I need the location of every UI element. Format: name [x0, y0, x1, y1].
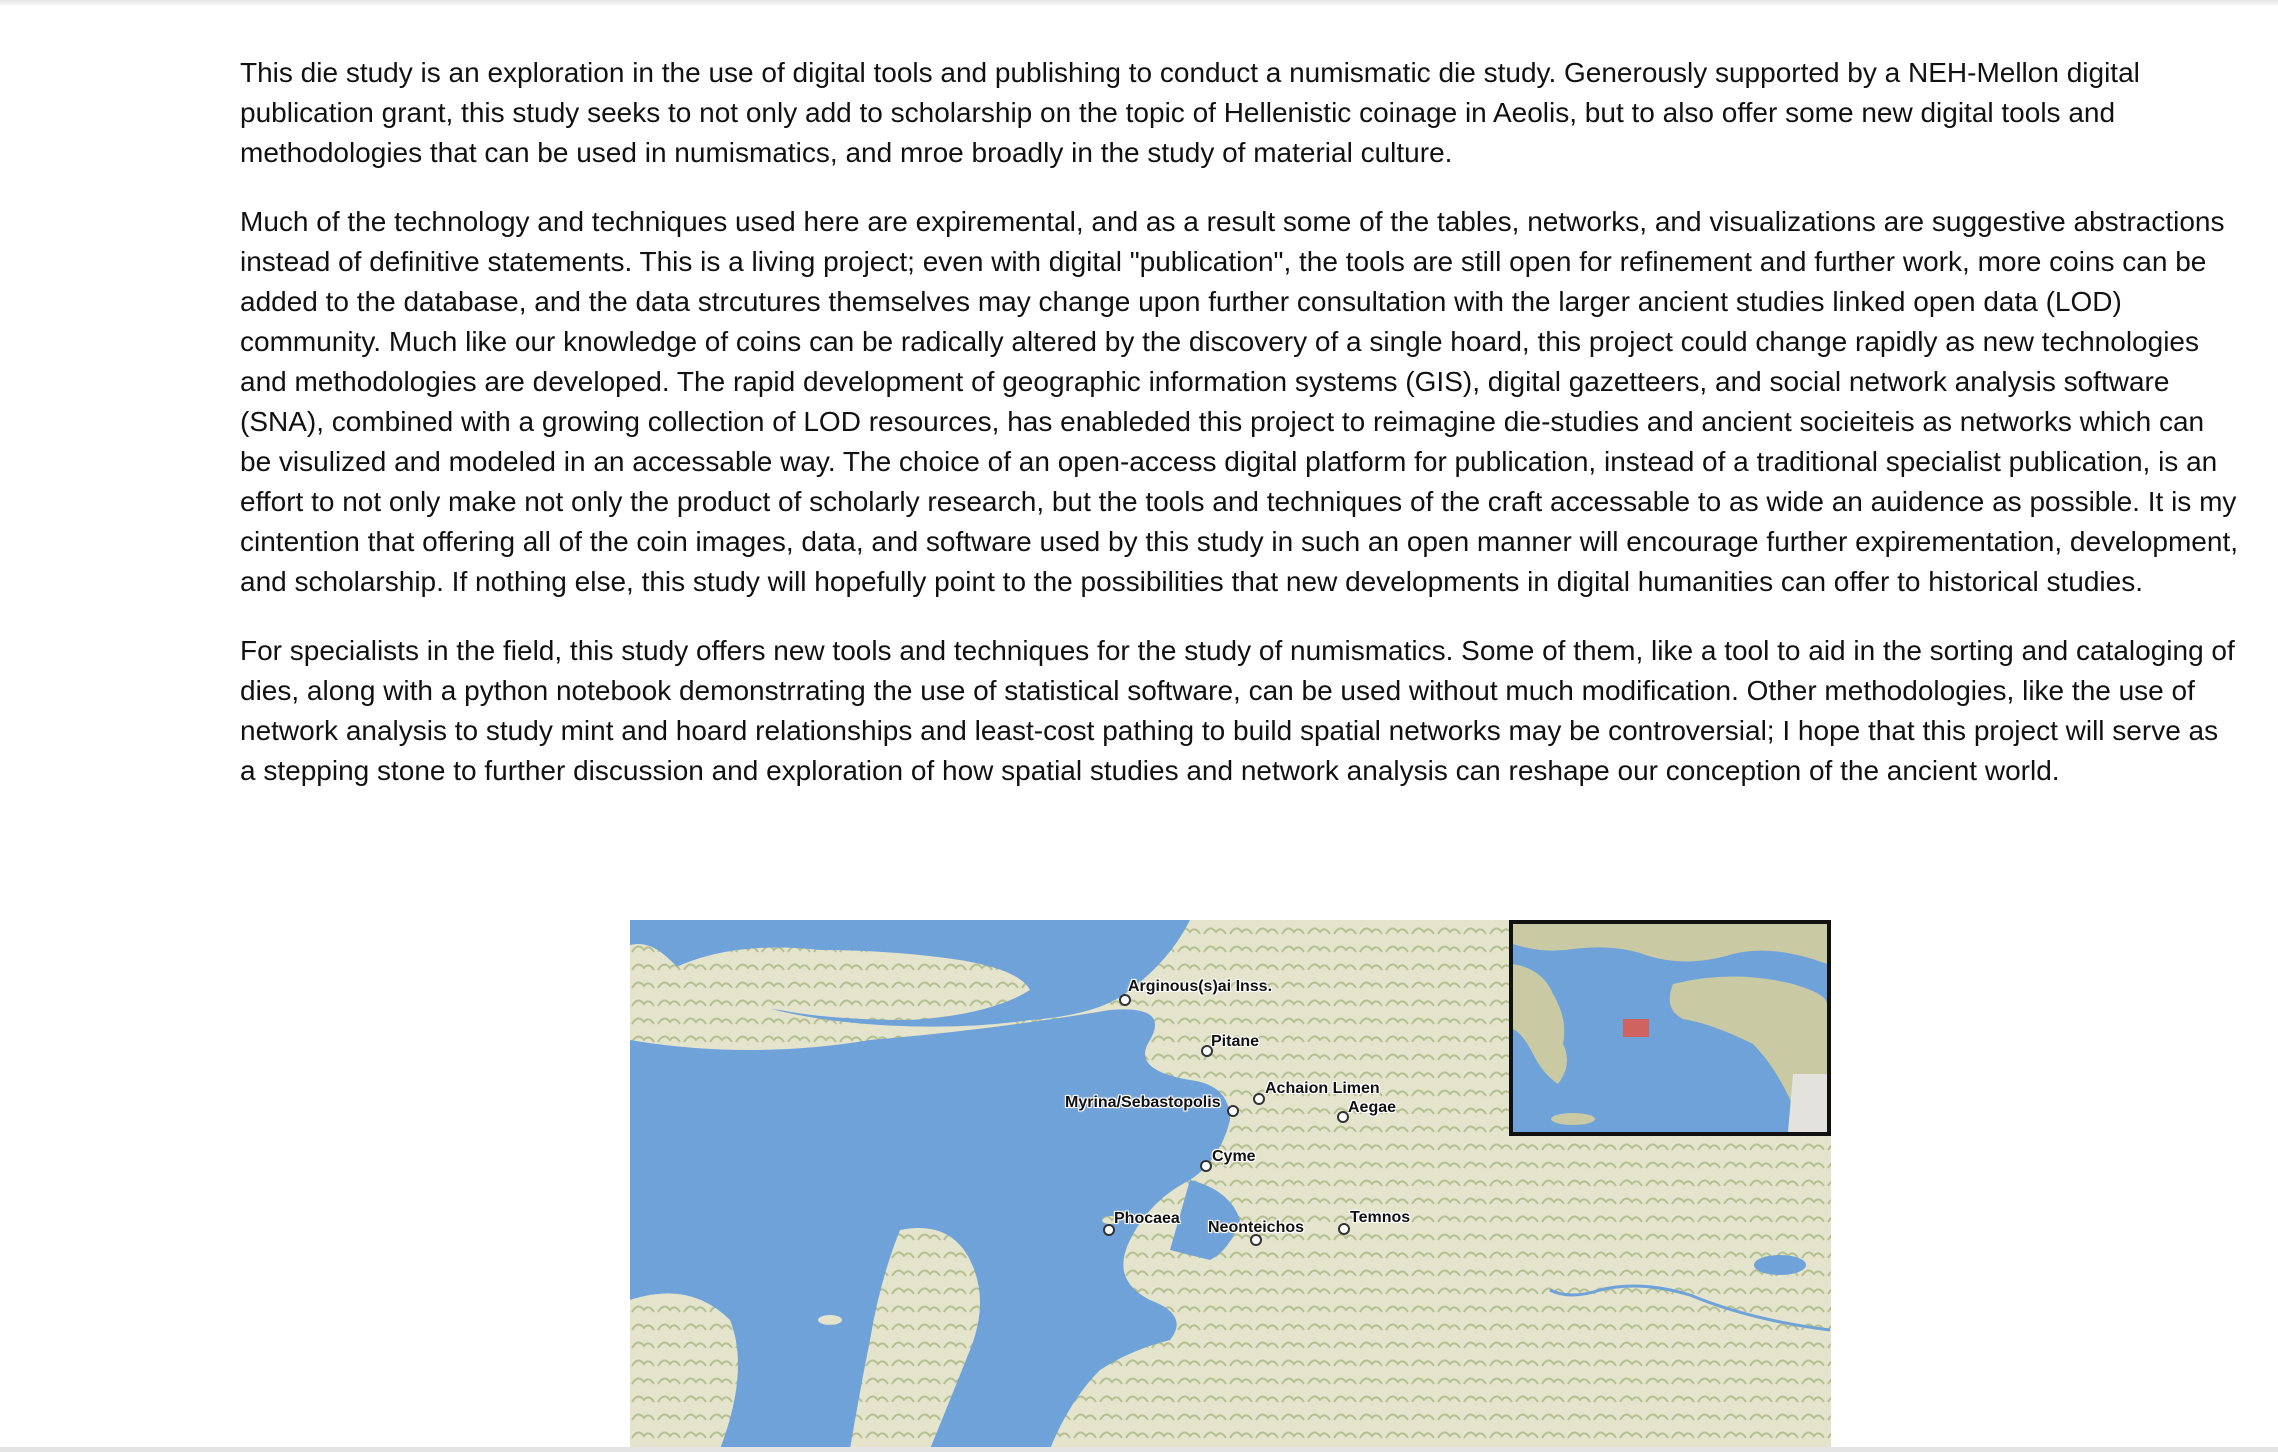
intro-paragraph-3: For specialists in the field, this study offers new tools and techniques for the study of numismatics. Some of them, like a tool to aid in the sorting and cataloging of dies, along with a python notebook demonstrrating the use of statistical software, can be used without much modification. Other methodologies, like the use of network analysis to study mint and hoard relationships and least-cost pathing to build spatial networks may be controversial; I hope that this project will serve as a stepping stone to further discussion and exploration of how spatial studies and network analysis can reshape our conception of the ancient world.: [240, 635, 2235, 786]
place-label-arginoussai[interactable]: Arginous(s)ai Inss.: [1128, 978, 1273, 995]
browser-bottom-edge: [0, 1447, 2278, 1452]
intro-paragraph-1: This die study is an exploration in the use of digital tools and publishing to conduct a numismatic die study. Generously supported by a NEH-Mellon digital publication grant, this study seeks to not only add to scholarship on the topic of Hellenistic coinage in Aeolis, but to also offer some new digital tools and methodologies that can be used in numismatics, and mroe broadly in the study of material culture.: [240, 57, 2140, 168]
place-marker[interactable]: [1338, 1223, 1350, 1235]
place-label-achaion-limen[interactable]: Achaion Limen: [1265, 1080, 1380, 1097]
intro-text: [240, 53, 2240, 820]
place-label-pitane[interactable]: Pitane: [1211, 1033, 1260, 1050]
place-marker[interactable]: [1200, 1160, 1212, 1172]
place-label-temnos[interactable]: Temnos: [1350, 1209, 1411, 1226]
place-label-cyme[interactable]: Cyme: [1212, 1148, 1256, 1165]
place-label-neonteichos[interactable]: Neonteichos: [1208, 1219, 1305, 1236]
overview-inset-map[interactable]: [1509, 920, 1831, 1136]
intro-paragraph-2: Much of the technology and techniques used here are expiremental, and as a result some of the tables, networks, and visualizations are suggestive abstractions instead of definitive statements. This is a living project; even with digital "publication", the tools are still open for refinement and further work, more coins can be added to the database, and the data strcutures themselves may change upon further consultation with the larger ancient studies linked open data (LOD) community. Much like our knowledge of coins can be radically altered by the discovery of a single hoard, this project could change rapidly as new technologies and methodologies are developed. The rapid development of geographic information systems (GIS), digital gazetteers, and social network analysis software (SNA), combined with a growing collection of LOD resources, has enableded this project to reimagine die-studies and ancient socieiteis as networks which can be visulized and modeled in an accessable way. The choice of an open-access digital platform for publication, instead of a traditional specialist publication, is an effort to not only make not only the product of scholarly research, but the tools and techniques of the craft accessable to as wide an auidence as possible. It is my cintention that offering all of the coin images, data, and software used by this study in such an open manner will encourage further expirementation, development, and scholarship. If nothing else, this study will hopefully point to the possibilities that new developments in digital humanities can offer to historical studies.: [240, 206, 2239, 597]
place-marker[interactable]: [1227, 1105, 1239, 1117]
place-label-aegae[interactable]: Aegae: [1348, 1099, 1397, 1116]
place-label-phocaea[interactable]: Phocaea: [1114, 1210, 1180, 1227]
aeolis-map[interactable]: [630, 920, 1831, 1449]
browser-top-edge: [0, 0, 2278, 5]
inset-terrain: [1513, 924, 1827, 1132]
place-marker[interactable]: [1253, 1093, 1265, 1105]
place-label-myrina[interactable]: Myrina/Sebastopolis: [1065, 1094, 1221, 1111]
